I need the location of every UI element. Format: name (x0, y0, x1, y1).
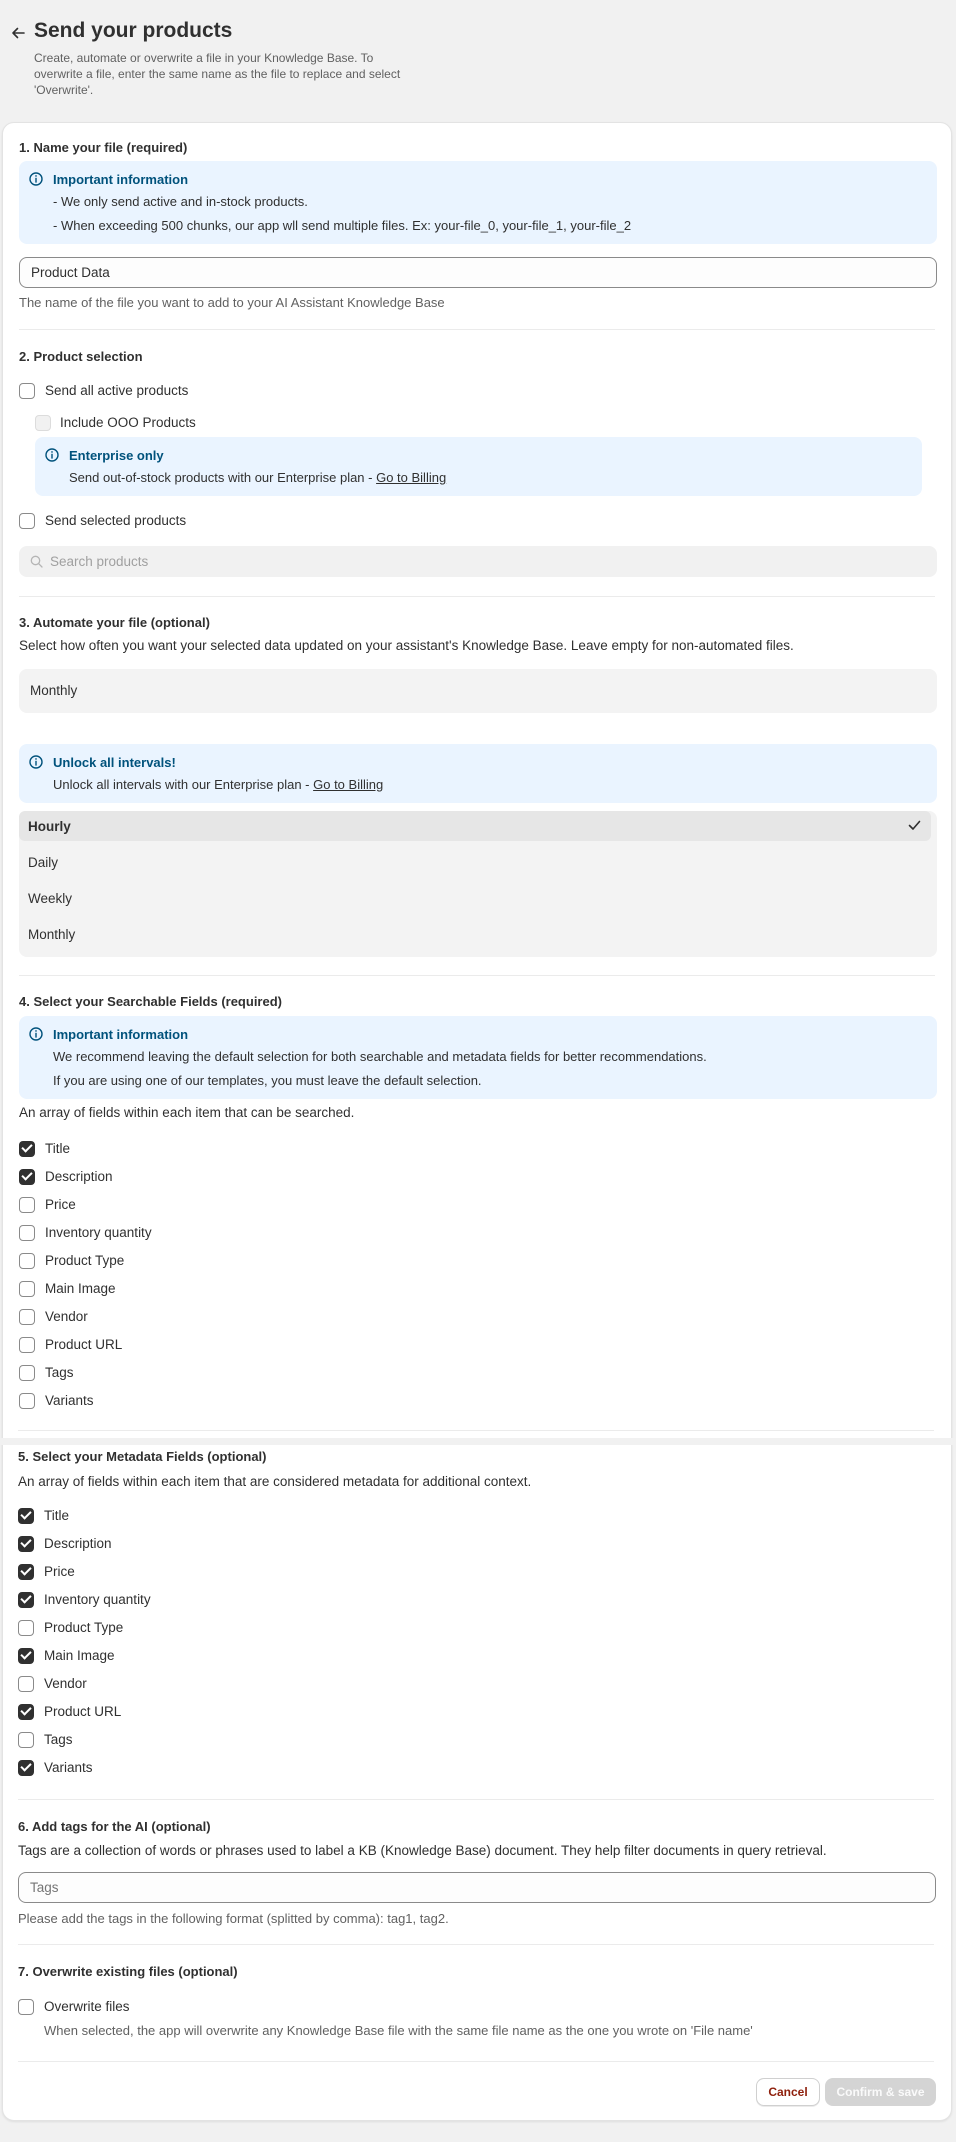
divider (18, 1430, 934, 1431)
section4-heading: 4. Select your Searchable Fields (required) (19, 994, 282, 1009)
section3-description: Select how often you want your selected data updated on your assistant's Knowledge Base. Leave empty for non-automated files. (19, 638, 794, 653)
tags-input[interactable] (19, 1873, 935, 1902)
searchable-product-type-label: Product Type (45, 1253, 125, 1268)
searchable-title-checkbox[interactable] (19, 1141, 35, 1157)
interval-option-daily[interactable] (19, 847, 931, 877)
banner-title: Unlock all intervals! (53, 755, 176, 770)
file-name-help: The name of the file you want to add to your AI Assistant Knowledge Base (19, 295, 445, 310)
banner-text (69, 470, 446, 485)
section5-description: An array of fields within each item that are considered metadata for additional context. (18, 1474, 532, 1489)
section6-description: Tags are a collection of words or phrases used to label a KB (Knowledge Base) document. They help filter documents in query retrieval. (18, 1843, 827, 1858)
metadata-inventory-quantity-checkbox[interactable] (18, 1592, 34, 1608)
send-selected-products-label: Send selected products (45, 513, 187, 528)
metadata-title-checkbox[interactable] (18, 1508, 34, 1524)
search-products-input[interactable] (19, 546, 937, 577)
option-label: Daily (28, 855, 59, 870)
searchable-variants-label: Variants (45, 1393, 94, 1408)
checkmark-icon (908, 820, 921, 831)
searchable-tags-label: Tags (45, 1365, 74, 1380)
section7-heading: 7. Overwrite existing files (optional) (18, 1964, 238, 1979)
page-title: Send your products (34, 19, 233, 42)
banner-title: Important information (53, 1027, 189, 1042)
searchable-tags-checkbox[interactable] (19, 1365, 35, 1381)
searchable-vendor-label: Vendor (45, 1309, 88, 1324)
searchable-price-checkbox[interactable] (19, 1197, 35, 1213)
metadata-vendor-label: Vendor (44, 1676, 87, 1691)
interval-select[interactable] (19, 669, 937, 713)
send-all-products-checkbox[interactable] (19, 383, 35, 399)
section3-heading: 3. Automate your file (optional) (19, 615, 210, 630)
section4-info-banner (19, 1016, 937, 1099)
banner-line: - We only send active and in-stock products. (53, 194, 308, 209)
tags-help: Please add the tags in the following format (splitted by comma): tag1, tag2. (18, 1911, 449, 1926)
file-name-input[interactable] (20, 258, 936, 287)
search-icon (30, 555, 43, 568)
metadata-product-url-label: Product URL (44, 1704, 122, 1719)
banner-text-body: Send out-of-stock products with our Enterprise plan - (69, 470, 377, 485)
confirm-save-button[interactable]: Confirm & save (825, 2078, 936, 2106)
divider (19, 596, 935, 597)
metadata-variants-checkbox[interactable] (18, 1760, 34, 1776)
overwrite-files-help: When selected, the app will overwrite any Knowledge Base file with the same file name as the one you wrote on 'File name' (44, 2023, 753, 2038)
metadata-main-image-label: Main Image (44, 1648, 115, 1663)
metadata-tags-label: Tags (44, 1732, 73, 1747)
send-all-products-label: Send all active products (45, 383, 189, 398)
metadata-product-url-checkbox[interactable] (18, 1704, 34, 1720)
searchable-title-label: Title (45, 1141, 71, 1156)
section5-heading: 5. Select your Metadata Fields (optional) (18, 1449, 267, 1464)
page-header (0, 0, 956, 120)
searchable-inventory-quantity-checkbox[interactable] (19, 1225, 35, 1241)
banner-title: Enterprise only (69, 448, 164, 463)
section-seam (0, 1438, 956, 1445)
cancel-button[interactable]: Cancel (756, 2078, 820, 2106)
searchable-main-image-checkbox[interactable] (19, 1281, 35, 1297)
section1-heading: 1. Name your file (required) (19, 140, 188, 155)
metadata-variants-label: Variants (44, 1760, 93, 1775)
page-subtitle: Create, automate or overwrite a file in your Knowledge Base. To overwrite a file, enter the same name as the file to replace and select 'Overwrite'. (34, 51, 401, 97)
file-name-input-wrapper (19, 257, 937, 288)
searchable-inventory-quantity-label: Inventory quantity (45, 1225, 152, 1240)
include-ooo-label: Include OOO Products (60, 415, 196, 430)
info-icon (29, 755, 43, 769)
interval-option-monthly[interactable] (19, 919, 931, 949)
divider (18, 2061, 934, 2062)
banner-text (53, 777, 383, 792)
searchable-vendor-checkbox[interactable] (19, 1309, 35, 1325)
unlock-intervals-banner (19, 744, 937, 803)
metadata-product-type-label: Product Type (44, 1620, 124, 1635)
divider (18, 1944, 934, 1945)
metadata-price-checkbox[interactable] (18, 1564, 34, 1580)
go-to-billing-link[interactable]: Go to Billing (376, 470, 447, 485)
interval-dropdown (19, 811, 937, 957)
go-to-billing-link[interactable]: Go to Billing (313, 777, 384, 792)
info-icon (29, 172, 43, 186)
option-label: Weekly (28, 891, 73, 906)
option-label: Monthly (28, 927, 76, 942)
banner-title: Important information (53, 172, 189, 187)
enterprise-banner (35, 437, 922, 496)
searchable-variants-checkbox[interactable] (19, 1393, 35, 1409)
interval-option-weekly[interactable] (19, 883, 931, 913)
banner-text-body: Unlock all intervals with our Enterprise plan - (53, 777, 314, 792)
section6-heading: 6. Add tags for the AI (optional) (18, 1819, 211, 1834)
divider (19, 975, 935, 976)
metadata-description-label: Description (44, 1536, 112, 1551)
searchable-main-image-label: Main Image (45, 1281, 116, 1296)
banner-line: We recommend leaving the default selection for both searchable and metadata fields for better recommendations. (53, 1049, 707, 1064)
metadata-description-checkbox[interactable] (18, 1536, 34, 1552)
searchable-description-label: Description (45, 1169, 113, 1184)
interval-option-hourly[interactable] (19, 811, 931, 841)
arrow-left-icon (10, 25, 26, 41)
info-icon (29, 1027, 43, 1041)
section4-description: An array of fields within each item that can be searched. (19, 1105, 355, 1120)
searchable-product-url-checkbox[interactable] (19, 1337, 35, 1353)
searchable-description-checkbox[interactable] (19, 1169, 35, 1185)
back-button[interactable] (7, 22, 29, 44)
include-ooo-checkbox[interactable] (35, 415, 51, 431)
section2-heading: 2. Product selection (19, 349, 143, 364)
banner-line: - When exceeding 500 chunks, our app wll send multiple files. Ex: your-file_0, your-file_1, your-file_2 (53, 218, 632, 233)
option-label: Hourly (28, 819, 71, 834)
divider (19, 329, 935, 330)
overwrite-files-label: Overwrite files (44, 1999, 130, 2014)
metadata-title-label: Title (44, 1508, 70, 1523)
overwrite-files-checkbox[interactable] (18, 1999, 34, 2015)
searchable-price-label: Price (45, 1197, 76, 1212)
metadata-tags-checkbox[interactable] (18, 1732, 34, 1748)
send-selected-products-checkbox[interactable] (19, 513, 35, 529)
info-icon (45, 448, 59, 462)
section1-info-banner (19, 161, 937, 244)
searchable-product-type-checkbox[interactable] (19, 1253, 35, 1269)
metadata-price-label: Price (44, 1564, 75, 1579)
interval-select-value: Monthly (30, 683, 78, 698)
banner-line: If you are using one of our templates, you must leave the default selection. (53, 1073, 482, 1088)
metadata-vendor-checkbox[interactable] (18, 1676, 34, 1692)
searchable-product-url-label: Product URL (45, 1337, 123, 1352)
metadata-main-image-checkbox[interactable] (18, 1648, 34, 1664)
tags-input-wrapper (18, 1872, 936, 1903)
metadata-product-type-checkbox[interactable] (18, 1620, 34, 1636)
divider (18, 1799, 934, 1800)
metadata-inventory-quantity-label: Inventory quantity (44, 1592, 151, 1607)
search-products-wrapper (19, 546, 937, 577)
